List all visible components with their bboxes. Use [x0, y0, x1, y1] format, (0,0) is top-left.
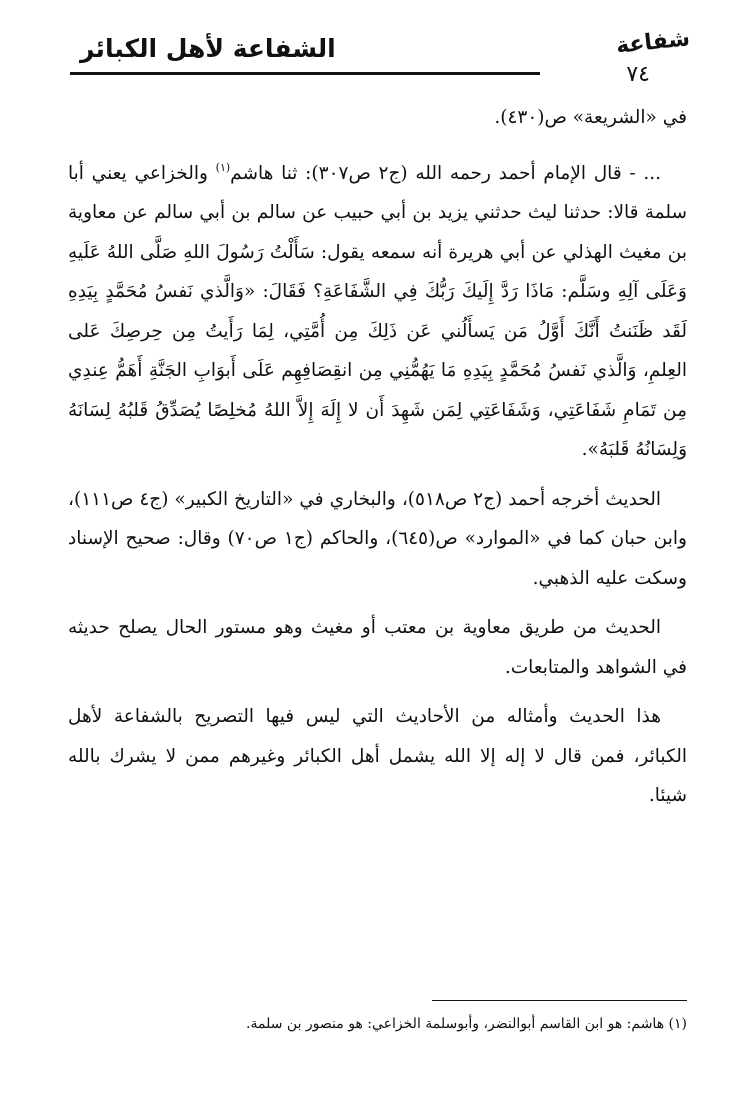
- running-title: الشفاعة لأهل الكبائر: [80, 34, 336, 63]
- hadith-text: والخزاعي يعني أبا سلمة قالا: حدثنا ليث حدثني يزيد بن أبي حبيب عن سالم بن أبي سالم عن معاوية بن مغيث الهذلي عن أبي هريرة أنه سمعه يقول: سَأَلْتُ رَسُولَ اللهِ صَلَّى اللهُ عَلَيهِ وَعَلَى آلِهِ وسَلَّم: مَاذَا رَدَّ إِلَيكَ رَبُّكَ فِي الشَّفَاعَةِ؟ فَقَالَ: «وَالَّذي نَفسُ مُحَمَّدٍ بِيَدِهِ لَقَد ظَنَنتُ أَنَّكَ أَوَّلُ مَن يَسأَلُني عَن ذَلِكَ مِن أُمَّتِي، لِمَا رَأَيتُ مِن حِرصِكَ عَلى العِلمِ، وَالَّذي نَفسُ مُحَمَّدٍ بِيَدِهِ مَا يَهُمُّنِي مِن انقِصَافِهِم عَلَى أَبوَابِ الجَنَّةِ أَهَمُّ عِندِي مِن تَمَامِ شَفَاعَتِي، وَشَفَاعَتِي لِمَن شَهِدَ أَن لا إِلَهَ إِلاَّ اللهُ مُخلِصًا يُصَدِّقُ قَلبُهُ لِسَانَهُ وَلِسَانُهُ قَلبَهُ».: [68, 162, 687, 460]
- footnote-reference: (١): [215, 160, 231, 174]
- footnote-separator: [432, 1000, 687, 1001]
- book-logo-mark: شفاعة: [614, 26, 692, 59]
- paragraph-commentary: هذا الحديث وأمثاله من الأحاديث التي ليس فيها التصريح بالشفاعة لأهل الكبائر، فمن قال لا إله إلا الله يشمل أهل الكبائر وغيرهم ممن لا يشرك بالله شيئا.: [68, 706, 687, 806]
- paragraph-source-ref: في «الشريعة» ص(٤٣٠).: [494, 107, 687, 128]
- hadith-chain-opening: ... - قال الإمام أحمد رحمه الله (ج٢ ص٣٠٧): ثنا هاشم: [230, 162, 661, 184]
- paragraph-takhrij: الحديث أخرجه أحمد (ج٢ ص٥١٨)، والبخاري في «التاريخ الكبير» (ج٤ ص١١١)، وابن حبان كما في «الموارد» ص(٦٤٥)، والحاكم (ج١ ص٧٠) وقال: صحيح الإسناد وسكت عليه الذهبي.: [68, 488, 687, 589]
- page-number: ٧٤: [626, 62, 650, 87]
- page-header: [70, 26, 692, 88]
- header-rule: [70, 72, 540, 75]
- footnote: (١) هاشم: هو ابن القاسم أبوالنضر، وأبوسلمة الخزاعي: هو منصور بن سلمة.: [246, 1016, 687, 1032]
- paragraph-grading: الحديث من طريق معاوية بن معتب أو مغيث وهو مستور الحال يصلح حديثه في الشواهد والمتابعات.: [68, 617, 687, 678]
- paragraph-hadith: [68, 148, 687, 470]
- page-body: [68, 98, 687, 826]
